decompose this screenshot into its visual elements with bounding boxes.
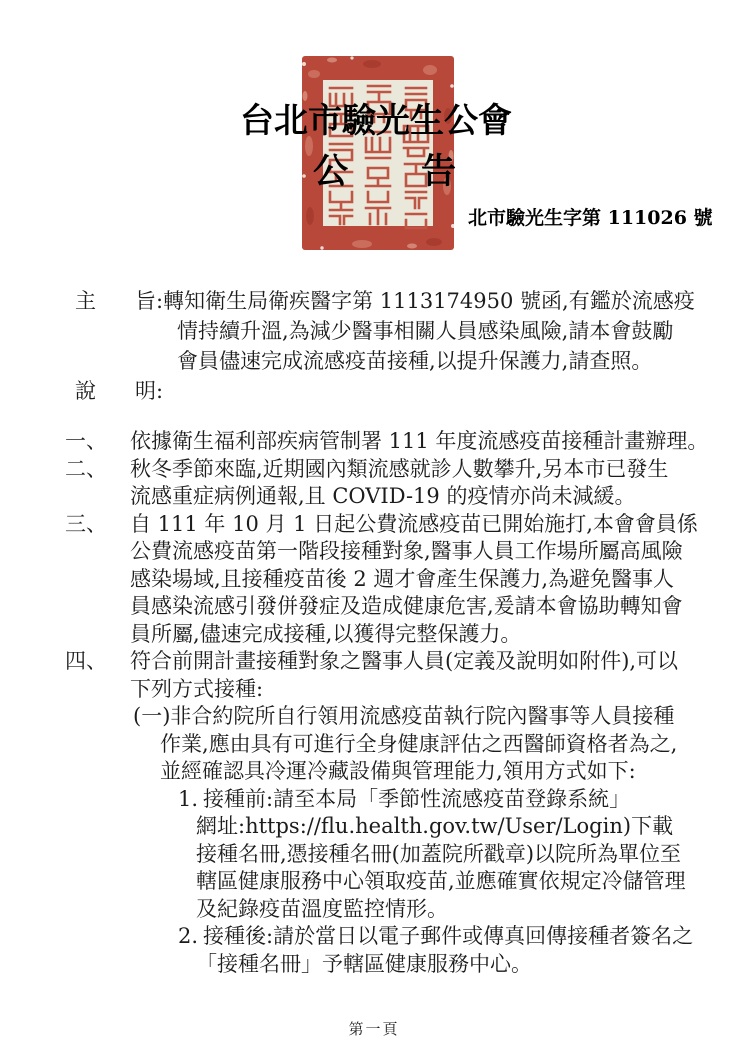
subject-section xyxy=(0,286,748,406)
list-item-line xyxy=(0,428,748,456)
line-text: 接種後:請於當日以電子郵件或傳真回傳接種者簽名之 xyxy=(203,924,694,948)
list-marker: (一) xyxy=(133,704,171,728)
list-item-line xyxy=(0,593,748,621)
line-text: 轄區健康服務中心領取疫苗,並應確實依規定冷儲管理 xyxy=(196,869,686,893)
line-text: 旨:轉知衛生局衛疾醫字第 1113174950 號函,有鑑於流感疫 xyxy=(135,289,695,313)
list-marker: 1. xyxy=(178,786,199,811)
list-item-line xyxy=(0,621,748,649)
numbered-step-line xyxy=(0,923,748,951)
line-text: 網址:https://flu.health.gov.tw/User/Login)下載 xyxy=(196,814,674,838)
subject-line xyxy=(0,316,748,346)
list-item-line xyxy=(0,456,748,484)
sub-item-line xyxy=(0,758,748,786)
field-label: 說 xyxy=(75,379,96,403)
list-item-line xyxy=(0,676,748,704)
line-text: 流感重症病例通報,且 COVID-19 的疫情亦尚未減緩。 xyxy=(130,484,636,508)
page-number: 第一頁 xyxy=(348,1020,400,1038)
list-item-line xyxy=(0,538,748,566)
numbered-step-line xyxy=(0,951,748,979)
list-item-line xyxy=(0,566,748,594)
list-marker: 一、 xyxy=(65,429,107,453)
line-text: 員所屬,儘速完成接種,以獲得完整保護力。 xyxy=(130,621,522,646)
list-marker: 2. xyxy=(178,924,199,948)
list-marker: 二、 xyxy=(65,456,107,481)
line-text: 下列方式接種: xyxy=(130,676,264,701)
line-text: 符合前開計畫接種對象之醫事人員(定義及說明如附件),可以 xyxy=(130,649,679,673)
subject-line xyxy=(0,286,748,316)
line-text: 及紀錄疫苗溫度監控情形。 xyxy=(196,896,448,921)
line-text: 情持續升溫,為減少醫事相關人員感染風險,請本會鼓勵 xyxy=(177,319,674,343)
line-text: 作業,應由具有可進行全身健康評估之西醫師資格者為之, xyxy=(160,731,678,756)
field-label: 主 xyxy=(75,289,96,313)
numbered-step-line xyxy=(0,813,748,841)
list-marker: 三、 xyxy=(65,511,107,536)
line-text: 公費流感疫苗第一階段接種對象,醫事人員工作場所屬高風險 xyxy=(130,539,683,563)
line-text: 「接種名冊」予轄區健康服務中心。 xyxy=(196,951,532,976)
document-body xyxy=(0,286,748,978)
line-text: 接種名冊,憑接種名冊(加蓋院所戳章)以院所為單位至 xyxy=(196,841,682,866)
list-item-line xyxy=(0,483,748,511)
announcement-heading-right-char: 告 xyxy=(421,151,457,192)
sub-item-line xyxy=(0,731,748,759)
list-item-line xyxy=(0,511,748,539)
explanation-label-line xyxy=(0,376,748,406)
line-text: 接種前:請至本局「季節性流感疫苗登錄系統」 xyxy=(203,786,631,811)
subject-line xyxy=(0,346,748,376)
line-text: 感染場域,且接種疫苗後 2 週才會產生保護力,為避免醫事人 xyxy=(130,566,675,591)
list-item-line xyxy=(0,648,748,676)
numbered-step-line xyxy=(0,841,748,869)
line-text: 自 111 年 10 月 1 日起公費流感疫苗已開始施打,本會會員係 xyxy=(130,511,698,536)
document-reference-number: 北市驗光生字第 111026 號 xyxy=(468,207,713,229)
numbered-step-line xyxy=(0,868,748,896)
line-text: 並經確認具冷運冷藏設備與管理能力,領用方式如下: xyxy=(160,759,636,783)
list-marker: 四、 xyxy=(65,649,107,673)
explanation-list xyxy=(0,428,748,978)
association-name-title: 台北市驗光生公會 xyxy=(240,101,512,141)
numbered-step-line xyxy=(0,786,748,814)
sub-item-line xyxy=(0,703,748,731)
line-text: 秋冬季節來臨,近期國內類流感就診人數攀升,另本市已發生 xyxy=(130,456,669,481)
line-text: 會員儘速完成流感疫苗接種,以提升保護力,請查照。 xyxy=(177,349,653,373)
line-text: 非合約院所自行領用流感疫苗執行院內醫事等人員接種 xyxy=(170,704,675,728)
line-text: 員感染流感引發併發症及造成健康危害,爰請本會協助轉知會 xyxy=(130,594,683,618)
line-text: 依據衛生福利部疾病管制署 111 年度流感疫苗接種計畫辦理。 xyxy=(130,429,709,453)
line-text: 明: xyxy=(135,379,164,403)
announcement-heading-left-char: 公 xyxy=(313,151,349,192)
numbered-step-line xyxy=(0,896,748,924)
